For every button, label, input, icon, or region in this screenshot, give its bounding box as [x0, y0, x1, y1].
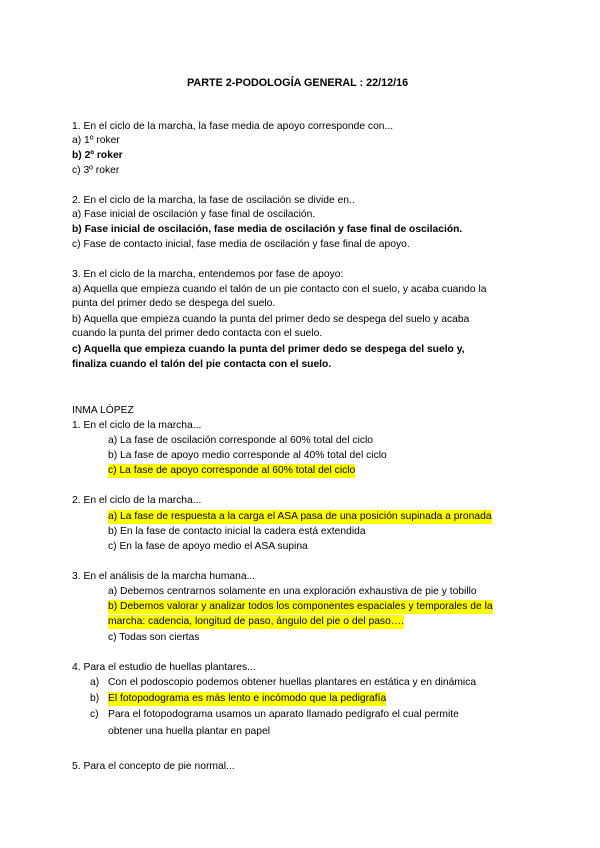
question-text: 1. En el ciclo de la marcha... — [72, 420, 202, 431]
question-text: 2. En el ciclo de la marcha, la fase de oscilación se divide en.. — [72, 195, 355, 206]
answer-option: a) La fase de oscilación corresponde al 60% total del ciclo — [108, 435, 374, 446]
answer-option: a) Fase inicial de oscilación y fase final de oscilación. — [72, 209, 316, 220]
answer-option: c) 3º roker — [72, 165, 120, 176]
answer-option-continued: obtener una huella plantar en papel — [108, 726, 271, 737]
question-text: 1. En el ciclo de la marcha, la fase media de apoyo corresponde con... — [72, 121, 394, 132]
answer-option-letter: b) — [90, 693, 100, 704]
answer-option: Con el podoscopio podemos obtener huellas plantares en estática y en dinámica — [108, 677, 477, 688]
highlighted-answer-option: b) Debemos valorar y analizar todos los componentes espaciales y temporales de la — [108, 601, 493, 612]
answer-option: c) Todas son ciertas — [108, 632, 200, 643]
answer-option-continued: cuando la punta del primer dedo contacta con el suelo. — [72, 328, 323, 339]
answer-option: c) En la fase de apoyo medio el ASA supina — [108, 541, 308, 552]
highlighted-answer-option: El fotopodograma es más lento e incómodo que la pedigrafía — [108, 693, 387, 704]
highlighted-answer-option: c) La fase de apoyo corresponde al 60% total del ciclo — [108, 465, 356, 476]
answer-option: a) 1º roker — [72, 135, 120, 146]
answer-option: b) En la fase de contacto inicial la cadera está extendida — [108, 526, 366, 537]
question-text: 4. Para el estudio de huellas plantares... — [72, 662, 256, 673]
correct-answer-option: b) Fase inicial de oscilación, fase media de oscilación y fase final de oscilación. — [72, 224, 463, 235]
answer-option-letter: c) — [90, 709, 99, 720]
answer-option-letter: a) — [90, 677, 100, 688]
answer-option: c) Fase de contacto inicial, fase media de oscilación y fase final de apoyo. — [72, 239, 410, 250]
correct-answer-option: c) Aquella que empieza cuando la punta del primer dedo se despega del suelo y, — [72, 344, 465, 355]
answer-option: b) Aquella que empieza cuando la punta del primer dedo se despega del suelo y acaba — [72, 314, 470, 325]
question-text: 5. Para el concepto de pie normal... — [72, 761, 235, 772]
highlighted-answer-option-continued: marcha: cadencia, longitud de paso, ángulo del pie o del paso…. — [108, 616, 404, 627]
question-text: 3. En el ciclo de la marcha, entendemos por fase de apoyo: — [72, 269, 344, 280]
correct-answer-option: b) 2º roker — [72, 150, 123, 161]
highlighted-answer-option: a) La fase de respuesta a la carga el ASA pasa de una posición supinada a pronada — [108, 511, 492, 522]
answer-option: a) Aquella que empieza cuando el talón de un pie contacto con el suelo, y acaba cuando la — [72, 284, 487, 295]
answer-option: Para el fotopodograma usamos un aparato llamado pedígrafo el cual permite — [108, 709, 459, 720]
answer-option: b) La fase de apoyo medio corresponde al 40% total del ciclo — [108, 450, 387, 461]
document-title: PARTE 2-PODOLOGÍA GENERAL : 22/12/16 — [187, 77, 409, 89]
correct-answer-option-continued: finaliza cuando el talón del pie contacta con el suelo. — [72, 359, 332, 370]
author-heading: INMA LÓPEZ — [72, 405, 134, 416]
question-text: 2. En el ciclo de la marcha... — [72, 495, 202, 506]
question-text: 3. En el análisis de la marcha humana... — [72, 571, 256, 582]
answer-option: a) Debemos centrarnos solamente en una exploración exhaustiva de pie y tobillo — [108, 586, 477, 597]
answer-option-continued: punta del primer dedo se despega del suelo. — [72, 298, 276, 309]
